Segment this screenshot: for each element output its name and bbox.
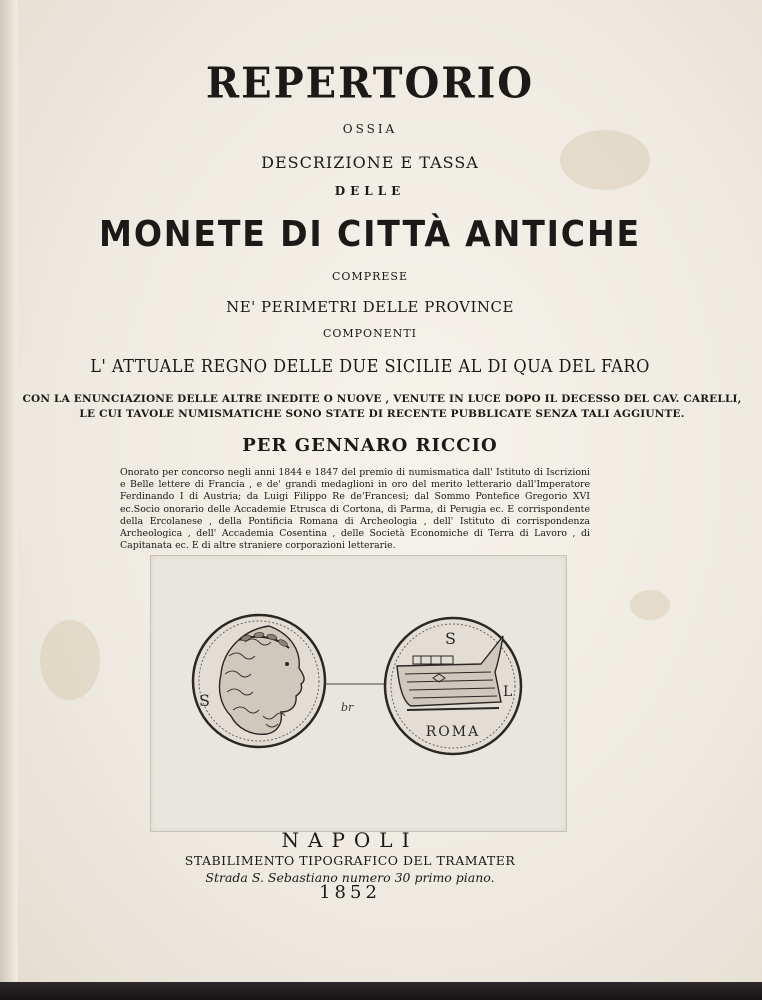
- subtitle-regno: L' ATTUALE REGNO DELLE DUE SICILIE AL DI QUA DEL FARO: [90, 356, 650, 377]
- main-title: REPERTORIO: [205, 58, 535, 109]
- book-bottom-edge: [0, 982, 762, 1000]
- coin-illustration: [151, 556, 566, 831]
- enunciation-line-2: LE CUI TAVOLE NUMISMATICHE SONO STATE DI RECENTE PUBBLICATE SENZA TALI AGGIUNTE.: [79, 408, 685, 420]
- imprint-city: NAPOLI: [281, 828, 419, 852]
- author-honors: Onorato per concorso negli anni 1844 e 1847 del premio di numismatica dall' Istituto di Iscrizioni e Belle lettere di Francia , e de' grandi medaglioni in oro del merito letterario dall'Imperatore Ferdinando I di Austria; da Luigi Filippo Re de'Francesi; dal Sommo Pontefice Gregorio XVI ec.Socio onorario delle Accademie Etrusca di Cortona, di Parma, di Perugia ec. E corrispondente della Ercolanese , della Pontificia Romana di Archeologia , dell' Istituto di corrispondenza Archeologica , dell' Accademia Cosentina , delle Società Economiche di Terra di Lavoro , di Capitanata ec. E di altre straniere corporazioni letterarie.: [120, 467, 590, 552]
- imprint-printer: STABILIMENTO TIPOGRAFICO DEL TRAMATER: [184, 853, 516, 868]
- subject-title: MONETE DI CITTÀ ANTICHE: [99, 214, 641, 255]
- author-name: PER GENNARO RICCIO: [242, 435, 498, 456]
- paper-stain: [630, 590, 670, 620]
- obverse-coin-icon: [193, 615, 325, 747]
- reverse-letter-top: S: [445, 629, 456, 648]
- subtitle-delle: DELLE: [334, 184, 406, 198]
- subtitle-description: DESCRIZIONE E TASSA: [261, 153, 479, 172]
- coin-engraving-plate: [150, 555, 567, 832]
- imprint-address: Strada S. Sebastiano numero 30 primo piano.: [205, 870, 495, 885]
- subtitle-comprese: COMPRESE: [332, 270, 408, 283]
- subtitle-perimetri: NE' PERIMETRI DELLE PROVINCE: [226, 298, 514, 316]
- metal-mark: br: [341, 701, 354, 714]
- subtitle-componenti: COMPONENTI: [322, 327, 418, 340]
- subtitle-ossia: OSSIA: [342, 122, 398, 136]
- reverse-legend: ROMA: [425, 724, 481, 740]
- enunciation-line-1: CON LA ENUNCIAZIONE DELLE ALTRE INEDITE O NUOVE , VENUTE IN LUCE DOPO IL DECESSO DEL CAV. CARELLI,: [22, 393, 742, 405]
- reverse-coin-icon: [385, 618, 521, 754]
- enunciation-text: [22, 392, 742, 422]
- paper-stain: [40, 620, 100, 700]
- obverse-letter: S: [199, 691, 210, 710]
- imprint-year: 1852: [319, 882, 381, 903]
- reverse-letter-right: L: [503, 684, 513, 700]
